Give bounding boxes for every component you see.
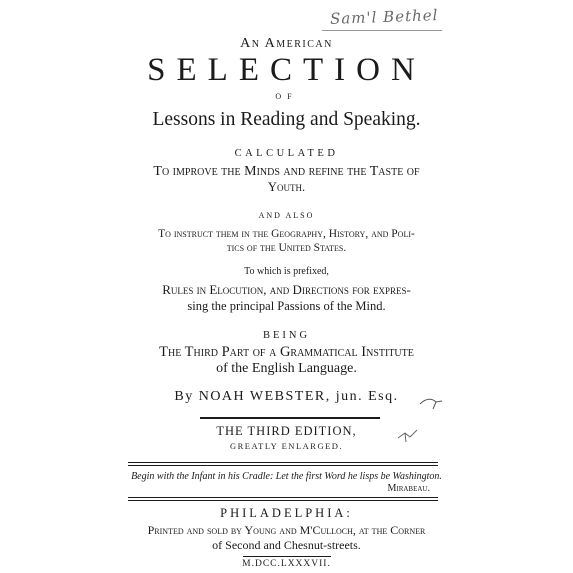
imprint-year: M.DCC.LXXXVII.	[242, 559, 331, 569]
pen-flourish	[418, 392, 444, 416]
calculated-line-2: Youth.	[267, 180, 306, 194]
rule-below-epigraph	[128, 497, 438, 501]
title-line-american: An American	[240, 36, 333, 51]
calculated-line-1: To improve the Minds and refine the Taste of	[153, 164, 420, 179]
being-line-1: The Third Part of a Grammatical Institute	[159, 344, 414, 360]
epigraph-text: Begin with the Infant in his Cradle: Let the first Word he lisps be Washington.	[131, 471, 442, 482]
prefixed-line-1: Rules in Elocution, and Directions for expres-	[162, 282, 411, 297]
being-heading: BEING	[262, 330, 311, 341]
imprint-line-2: of Second and Chesnut-streets.	[212, 538, 361, 552]
epigraph-attribution: Mirabeau.	[387, 483, 430, 494]
rule-above-year	[243, 556, 331, 557]
also-line-2: tics of the United States.	[226, 242, 347, 254]
also-heading: AND ALSO	[258, 211, 315, 220]
signature-underline	[322, 30, 442, 31]
also-line-1: To instruct them in the Geography, History, and Poli-	[158, 228, 415, 240]
edition-line-2: GREATLY ENLARGED.	[229, 441, 344, 451]
calculated-heading: CALCULATED	[234, 148, 339, 159]
title-lessons: Lessons in Reading and Speaking.	[152, 109, 421, 130]
pen-mark	[396, 424, 420, 446]
imprint-city: PHILADELPHIA:	[220, 506, 353, 520]
prefixed-line-2: sing the principal Passions of the Mind.	[187, 299, 386, 313]
edition-line-1: THE THIRD EDITION,	[216, 424, 357, 438]
title-selection: SELECTION	[147, 52, 426, 88]
imprint-line-1: Printed and sold by Young and M'Culloch, at the Corner	[147, 523, 426, 537]
title-of: OF	[275, 92, 298, 101]
rule-above-epigraph	[128, 462, 438, 466]
rule-above-edition	[200, 417, 380, 419]
author-line: By NOAH WEBSTER, jun. Esq.	[174, 389, 399, 404]
handwritten-signature: Sam'l Bethel	[329, 6, 439, 28]
prefixed-heading: To which is prefixed,	[244, 266, 329, 277]
being-line-2: of the English Language.	[216, 361, 357, 376]
